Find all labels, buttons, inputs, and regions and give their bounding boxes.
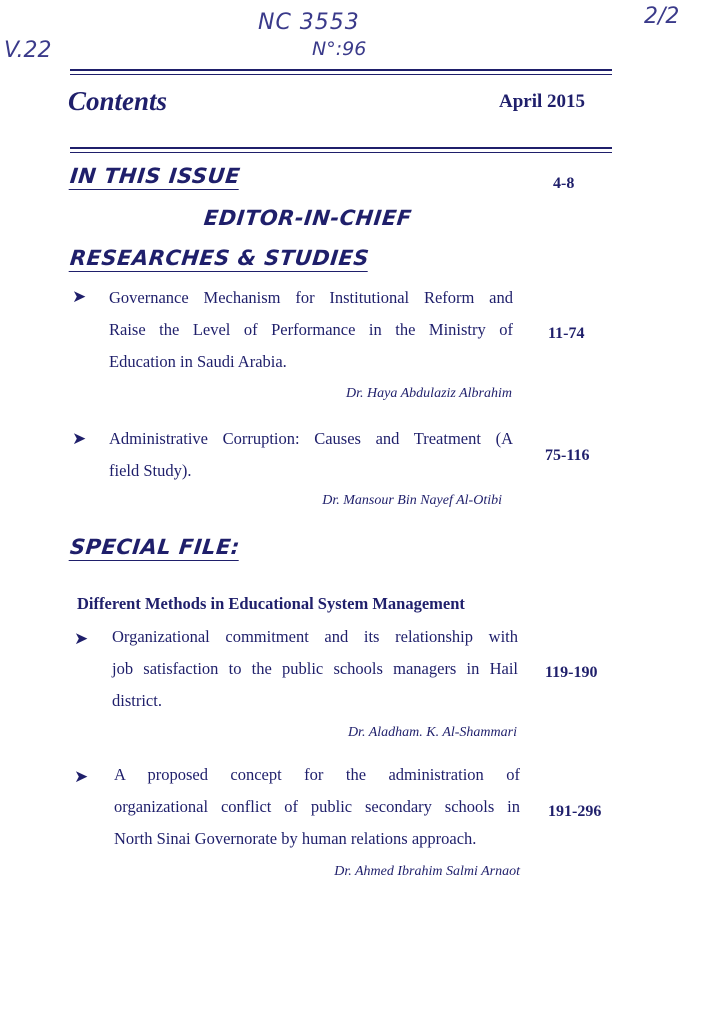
article-2-pages: 75-116 [545, 447, 590, 464]
article-1-author: Dr. Haya Abdulaziz Albrahim [346, 386, 512, 401]
special-article-1-author: Dr. Aladham. K. Al-Shammari [347, 725, 517, 740]
special-file-heading: Different Methods in Educational System Management [77, 594, 465, 613]
article-1-title [109, 282, 513, 378]
header-bottom-rule-thick [70, 147, 612, 149]
special-article-1-title [112, 621, 518, 717]
special-article-2-line-3: North Sinai Governorate by human relations approach. [114, 829, 477, 848]
article-2-line-2: field Study). [109, 461, 192, 480]
special-article-1-line-1: Organizational commitment and its relationship with [112, 627, 518, 646]
article-1-bullet: ➤ [72, 287, 87, 306]
section-special-file: SPECIAL FILE: [68, 535, 242, 559]
article-1-line-1: Governance Mechanism for Institutional Reform and [109, 288, 513, 307]
article-2-bullet: ➤ [72, 429, 87, 448]
handwritten-nc-code: NC 3553 [258, 10, 360, 35]
special-article-2-title [114, 759, 520, 855]
special-article-2-author: Dr. Ahmed Ibrahim Salmi Arnaot [334, 864, 520, 879]
article-1-pages: 11-74 [548, 325, 585, 342]
header-top-rule-thick [70, 69, 612, 71]
special-article-2-pages: 191-296 [548, 803, 602, 820]
page-title: Contents [68, 86, 168, 116]
special-article-2-bullet: ➤ [74, 767, 89, 786]
article-2-author: Dr. Mansour Bin Nayef Al-Otibi [322, 493, 502, 508]
section-editor-in-chief: EDITOR-IN-CHIEF [202, 206, 414, 230]
section-in-this-issue: IN THIS ISSUE [68, 164, 242, 188]
special-article-2-line-1: A proposed concept for the administration of [114, 765, 520, 784]
special-article-1-line-3: district. [112, 691, 162, 710]
handwritten-volume: V.22 [4, 38, 52, 63]
section-researches-studies: RESEARCHES & STUDIES [68, 246, 371, 270]
handwritten-page-mark: 2/2 [644, 4, 680, 29]
in-this-issue-pages: 4-8 [553, 175, 575, 192]
header-bottom-rule-thin [70, 152, 612, 153]
special-article-1-pages: 119-190 [545, 664, 598, 681]
handwritten-issue-number: N°:96 [312, 38, 367, 60]
article-1-line-2: Raise the Level of Performance in the Ministry of [109, 320, 513, 339]
article-1-line-3: Education in Saudi Arabia. [109, 352, 287, 371]
special-article-2-line-2: organizational conflict of public secondary schools in [114, 797, 520, 816]
special-article-1-bullet: ➤ [74, 629, 89, 648]
article-2-title [109, 423, 513, 487]
special-article-1-line-2: job satisfaction to the public schools managers in Hail [112, 659, 518, 678]
article-2-line-1: Administrative Corruption: Causes and Treatment (A [109, 429, 513, 448]
issue-date: April 2015 [499, 91, 586, 112]
header-top-rule-thin [70, 74, 612, 75]
